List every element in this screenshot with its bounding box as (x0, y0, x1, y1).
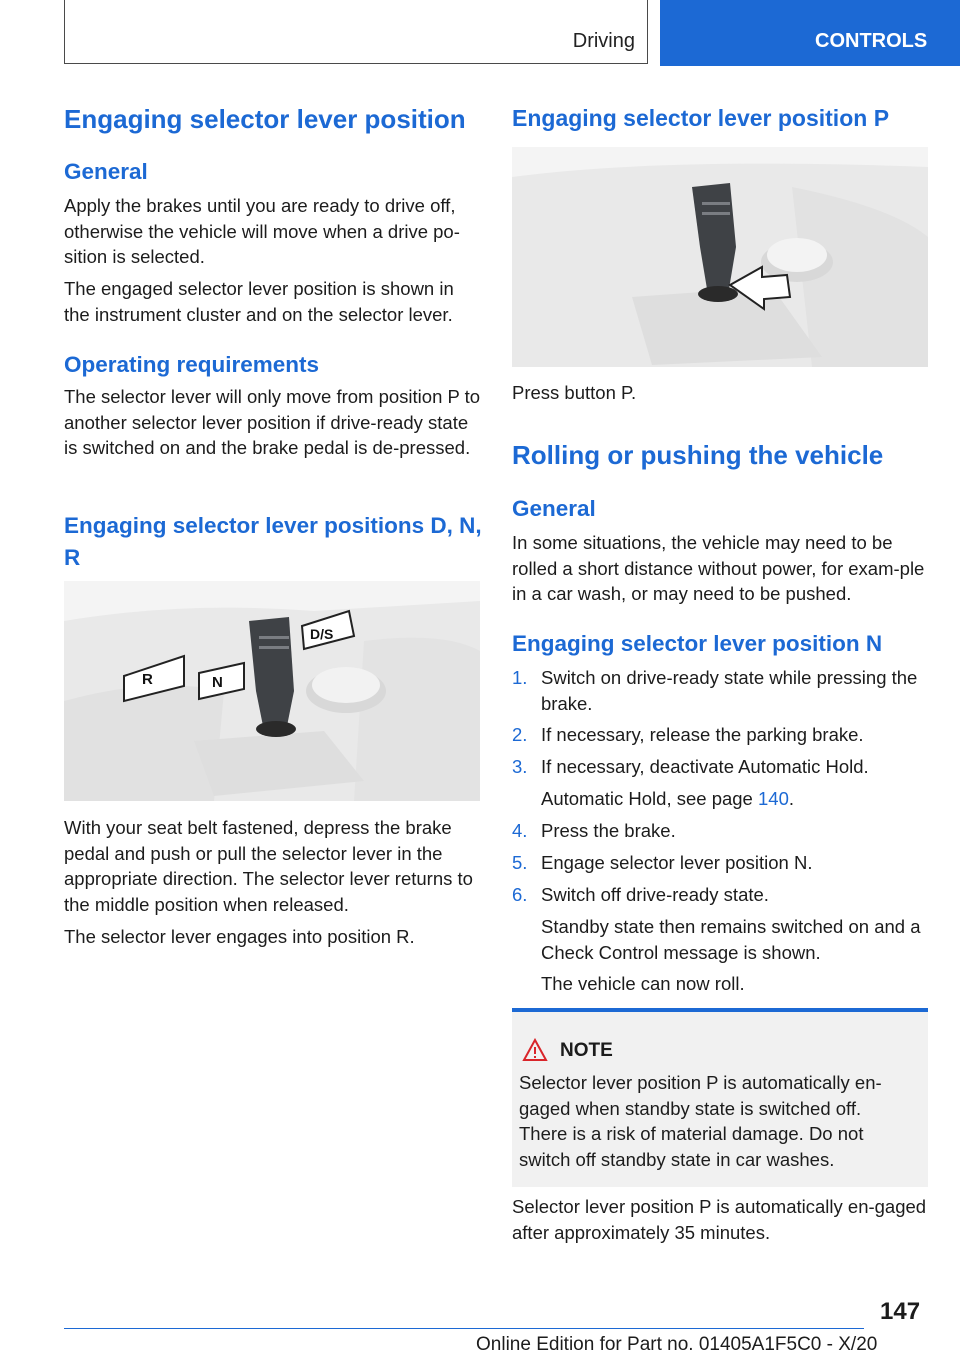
header-section-label: Driving (572, 30, 635, 52)
header-chapter-label: CONTROLS (815, 30, 928, 52)
final-paragraph: Selector lever position P is automatically en-gaged after approximately 35 minutes. (512, 1196, 927, 1243)
step-text: Engage selector lever position N. (541, 852, 813, 873)
n-heading: Engaging selector lever position N (512, 631, 883, 656)
header-section-box (64, 0, 648, 64)
step-number: 5. (512, 852, 528, 873)
p-caption: Press button P. (512, 382, 637, 403)
step-number: 6. (512, 884, 528, 905)
general-heading: General (64, 159, 148, 184)
step-text: Switch off drive-ready state. (541, 884, 769, 905)
step-number: 2. (512, 724, 528, 745)
figure-label-ds: D/S (310, 626, 334, 642)
figure-label-n: N (212, 674, 223, 691)
step-number: 1. (512, 667, 528, 688)
step-text: If necessary, deactivate Automatic Hold. (541, 756, 869, 777)
step-3-subnote-suffix: . (788, 788, 795, 809)
dnr-paragraph-2: The selector lever engages into position R. (64, 926, 415, 947)
general-paragraph-1: Apply the brakes until you are ready to drive off, otherwise the vehicle will move when a drive po-sition is selected. (64, 195, 460, 267)
operating-requirements-heading: Operating requirements (64, 352, 320, 377)
step-number: 4. (512, 820, 528, 841)
step-text: Switch on drive-ready state while pressing the brake. (541, 667, 918, 714)
header-chapter-tab (660, 0, 960, 66)
page-link-140[interactable]: 140 (758, 788, 789, 809)
note-text: Selector lever position P is automatically en-gaged when standby state is switched off. There is a risk of material damage. Do not switch off standby state in car washes. (519, 1072, 882, 1170)
dnr-paragraph-1: With your seat belt fastened, depress the brake pedal and push or pull the selector lever in the appropriate direction. The selector lever returns to the middle position when released. (64, 817, 473, 915)
page-number: 147 (880, 1298, 921, 1325)
rolling-general-paragraph: In some situations, the vehicle may need to be rolled a short distance without power, for exam-ple in a car wash, or may need to be pushed. (512, 532, 925, 604)
step-6-subnote-1-text: Standby state then remains switched on and a Check Control message is shown. (541, 916, 921, 963)
selector-lever-dnr-figure (64, 581, 480, 801)
section-title: Engaging selector lever position (64, 104, 466, 134)
step-3-subnote-text: Automatic Hold, see page (541, 788, 758, 809)
general-paragraph-2: The engaged selector lever position is shown in the instrument cluster and on the selector lever. (64, 278, 454, 325)
dnr-heading: Engaging selector lever positions D, N, R (64, 513, 482, 570)
note-box (512, 1008, 928, 1187)
selector-lever-p-figure (512, 147, 928, 367)
rolling-general-heading: General (512, 496, 596, 521)
step-6-subnote-2-text: The vehicle can now roll. (541, 973, 745, 994)
note-heading: NOTE (560, 1040, 613, 1061)
step-number: 3. (512, 756, 528, 777)
rolling-title: Rolling or pushing the vehicle (512, 440, 884, 470)
step-text: If necessary, release the parking brake. (541, 724, 864, 745)
warning-icon (522, 1038, 548, 1067)
footer-edition: Online Edition for Part no. 01405A1F5C0 - X/20 (476, 1334, 878, 1355)
step-text: Press the brake. (541, 820, 676, 841)
footer-divider (64, 1328, 864, 1329)
p-heading: Engaging selector lever position P (512, 105, 890, 131)
operating-requirements-paragraph: The selector lever will only move from position P to another selector lever position if drive-ready state is switched on and the brake pedal is de-pressed. (64, 386, 481, 458)
figure-label-r: R (142, 671, 153, 688)
